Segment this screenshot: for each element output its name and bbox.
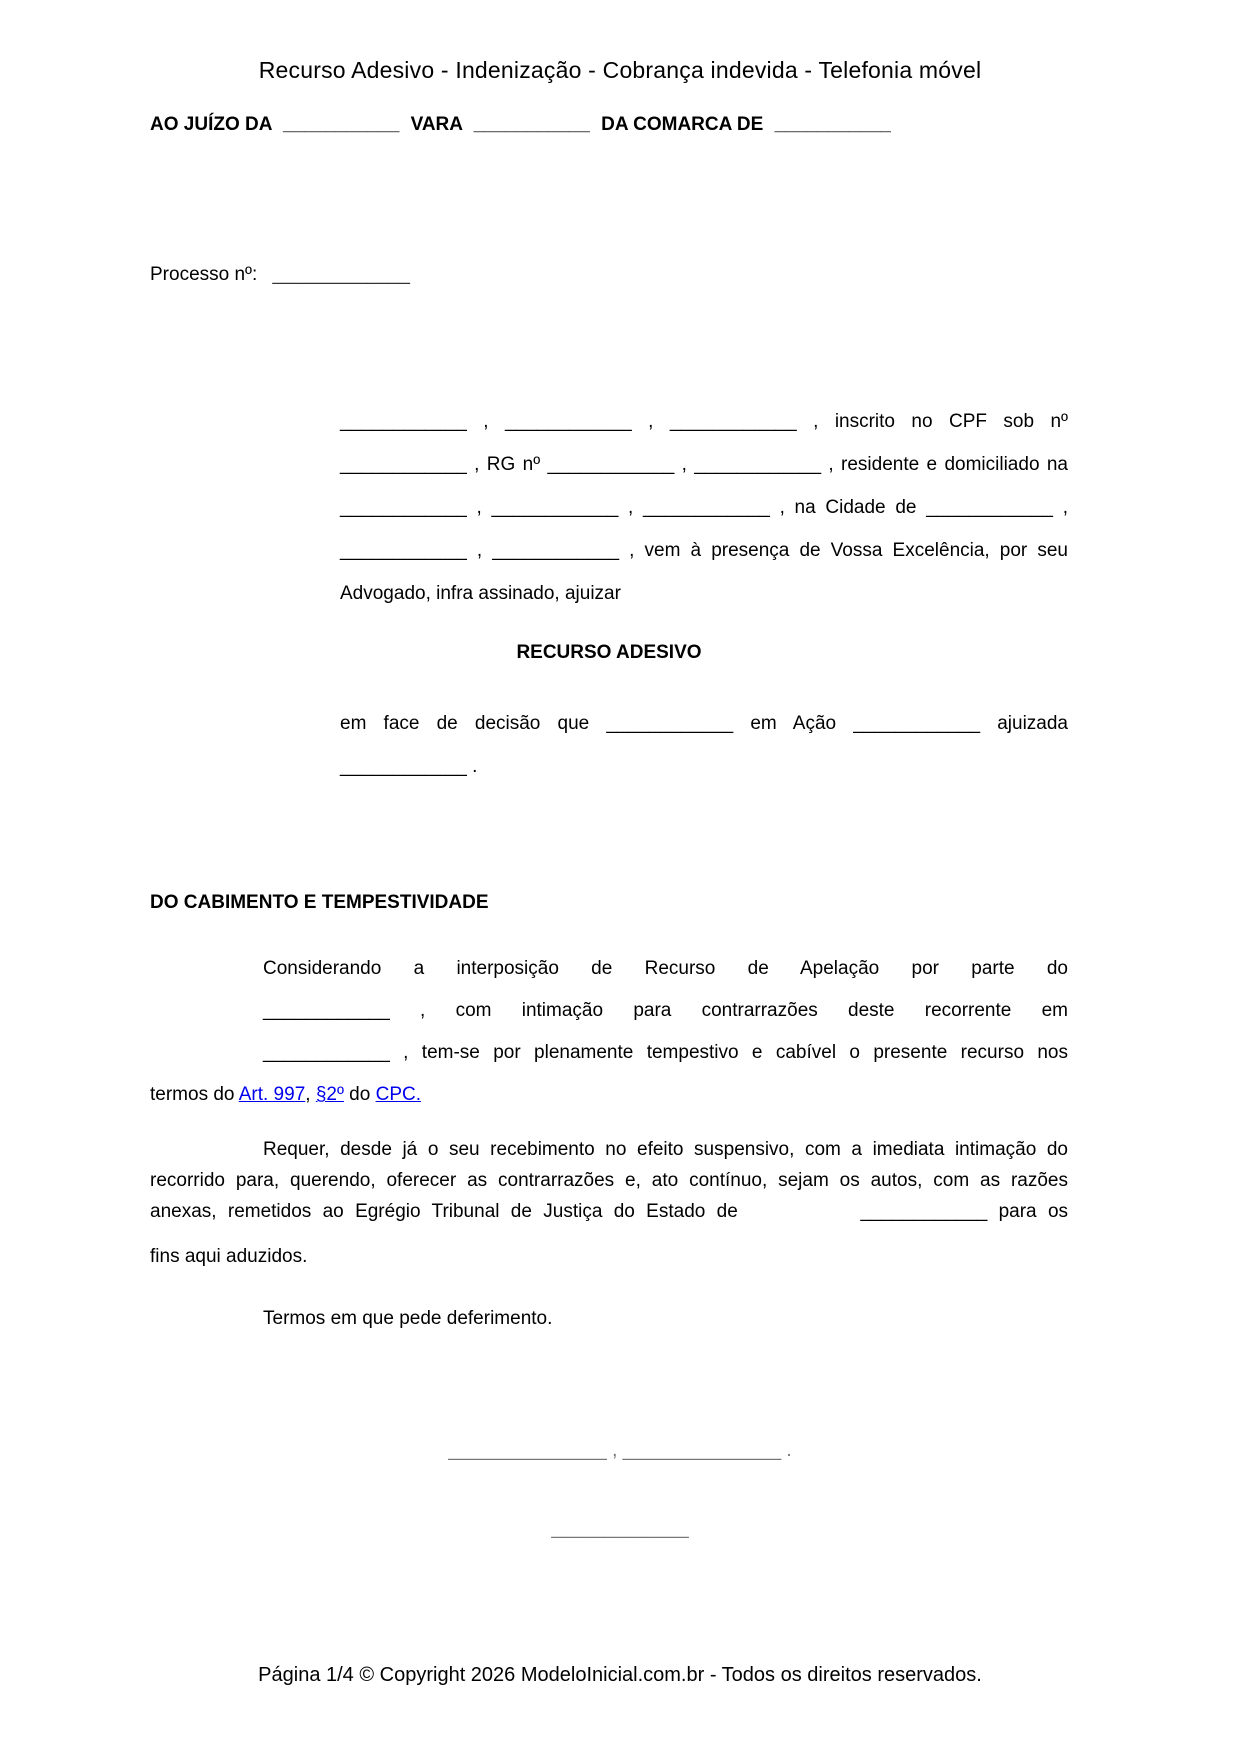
- court-vara: VARA: [410, 114, 463, 135]
- requer-line3-blank: ____________: [860, 1201, 988, 1222]
- termos-do: do: [343, 1084, 376, 1105]
- em-face-line: ____________ .: [340, 756, 478, 777]
- qualification-line: ____________ , RG nº ____________ , ____________ , residente e domiciliado na: [340, 454, 1068, 475]
- document-title: Recurso Adesivo - Indenização - Cobrança indevida - Telefonia móvel: [258, 57, 982, 83]
- court-blank-vara-type: ___________: [473, 114, 590, 135]
- link-paragraph-2[interactable]: §2º: [315, 1084, 344, 1105]
- page-footer-copyright: Página 1/4 © Copyright 2026 ModeloInicial.com.br - Todos os direitos reservados.: [258, 1664, 982, 1686]
- qualification-line: ____________ , ____________ , vem à presença de Vossa Excelência, por seu: [340, 540, 1068, 561]
- signature-blank-line: _____________: [551, 1518, 689, 1539]
- link-cpc[interactable]: CPC.: [375, 1084, 422, 1105]
- considerando-line: ____________ , com intimação para contrarrazões deste recorrente em: [263, 1000, 1068, 1021]
- court-blank-vara-number: ___________: [283, 114, 400, 135]
- requer-line: Requer, desde já o seu recebimento no efeito suspensivo, com a imediata intimação do: [263, 1139, 1068, 1160]
- link-art-997[interactable]: Art. 997: [238, 1084, 306, 1105]
- closing-deferimento-line: Termos em que pede deferimento.: [263, 1308, 553, 1329]
- considerando-line: ____________ , tem-se por plenamente tempestivo e cabível o presente recurso nos: [263, 1042, 1068, 1063]
- em-face-line: em face de decisão que ____________ em Ação ____________ ajuizada: [340, 713, 1068, 734]
- party-qualification-paragraph: [340, 400, 1068, 615]
- court-prefix: AO JUÍZO DA: [150, 114, 272, 135]
- requer-line3-tail: para os: [998, 1201, 1069, 1222]
- tab-gap: [749, 1216, 849, 1217]
- qualification-line: ____________ , ____________ , ____________ , inscrito no CPF sob nº: [340, 411, 1068, 432]
- court-blank-comarca: ___________: [774, 114, 891, 135]
- termos-separator: ,: [305, 1084, 316, 1105]
- requer-line3-text: anexas, remetidos ao Egrégio Tribunal de Justiça do Estado de: [150, 1201, 738, 1222]
- city-date-blank-line: _______________ , _______________ .: [448, 1440, 792, 1461]
- requer-line-with-blank: [150, 1196, 1068, 1227]
- court-header: [150, 114, 1130, 136]
- court-comarca: DA COMARCA DE: [601, 114, 764, 135]
- termos-text: termos do: [150, 1084, 239, 1105]
- qualification-line: ____________ , ____________ , ____________ , na Cidade de ____________ ,: [340, 497, 1068, 518]
- fins-aduzidos-line: fins aqui aduzidos.: [150, 1246, 308, 1267]
- section-heading-cabimento: DO CABIMENTO E TEMPESTIVIDADE: [150, 892, 489, 913]
- requer-paragraph: [150, 1134, 1068, 1227]
- em-face-paragraph: [340, 702, 1068, 788]
- requer-line: recorrido para, querendo, oferecer as contrarrazões e, ato contínuo, sejam os autos, com as razões: [150, 1170, 1068, 1191]
- qualification-line: Advogado, infra assinado, ajuizar: [340, 583, 621, 604]
- process-number-line: [150, 264, 1068, 286]
- considerando-last-line: [150, 1074, 1068, 1116]
- recurso-adesivo-heading: RECURSO ADESIVO: [516, 642, 702, 663]
- process-number-blank: _____________: [272, 264, 410, 285]
- considerando-line: Considerando a interposição de Recurso de Apelação por parte do: [263, 958, 1068, 979]
- considerando-paragraph: [150, 948, 1068, 1116]
- process-number-label: Processo nº:: [150, 264, 258, 285]
